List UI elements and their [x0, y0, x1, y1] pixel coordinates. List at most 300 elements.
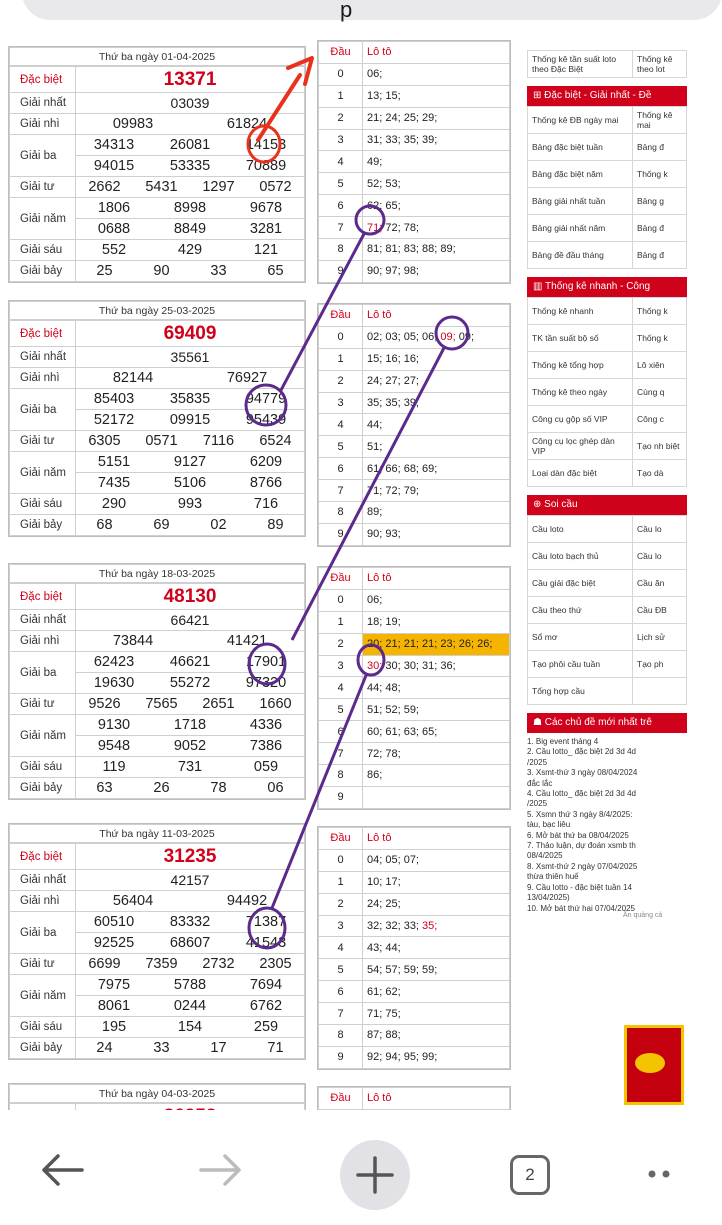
prize-number: 2662 — [88, 179, 121, 195]
prize-numbers — [76, 473, 305, 494]
sidebar-link[interactable]: Tạo nh biệt — [633, 433, 687, 460]
prize-numbers — [76, 368, 305, 389]
loto-head-digit: 7 — [319, 480, 363, 502]
loto-values: 31; 33; 35; 39; — [363, 129, 510, 151]
loto-values — [363, 786, 510, 808]
loto-table — [317, 566, 511, 810]
prize-number: 7975 — [97, 977, 131, 993]
prize-number: 552 — [101, 242, 127, 258]
prize-number: 119 — [102, 759, 126, 775]
prize-number: 9678 — [249, 200, 283, 216]
loto-head-digit: 4 — [319, 677, 363, 699]
loto-values: 87; 88; — [363, 1025, 510, 1047]
sidebar-link[interactable]: Sổ mơ — [528, 624, 633, 651]
label-third: Giải ba — [10, 389, 76, 431]
prize-number: 8998 — [173, 200, 207, 216]
prize-number: 993 — [177, 496, 203, 512]
topic-item[interactable]: 2. Cầu lotto_ đặc biệt 2d 3d 4d — [527, 747, 636, 757]
prize-number: 259 — [253, 1019, 279, 1035]
forward-arrow-icon[interactable] — [195, 1150, 245, 1190]
prize-number: 56404 — [112, 893, 154, 909]
prize-number: 78 — [210, 780, 227, 796]
result-table — [8, 46, 306, 283]
result-table — [8, 823, 306, 1060]
loto-values: 06; — [363, 63, 510, 85]
prize-number: 69 — [153, 517, 170, 533]
tab-switcher-button[interactable]: 2 — [510, 1155, 550, 1195]
loto-table — [317, 303, 511, 547]
first-prize: 66421 — [76, 610, 305, 631]
prize-number: 62423 — [93, 654, 135, 670]
loto-values: 60; 61; 63; 65; — [363, 721, 510, 743]
sidebar-link[interactable]: Thống k — [633, 161, 687, 188]
first-prize: 35561 — [76, 347, 305, 368]
prize-number: 0572 — [259, 179, 292, 195]
prize-number: 19630 — [93, 675, 135, 691]
prize-number: 5788 — [173, 977, 207, 993]
loto-values: 61; 62; — [363, 981, 510, 1003]
prize-numbers — [76, 715, 305, 736]
prize-numbers — [76, 673, 305, 694]
topic-item[interactable]: 8. Xsmt-thứ 2 ngày 07/04/2025 — [527, 861, 638, 871]
new-tab-button[interactable] — [340, 1140, 410, 1210]
prize-numbers — [76, 177, 305, 198]
label-special: Đặc biệt — [10, 844, 76, 870]
prize-number: 7116 — [202, 433, 235, 449]
sidebar-link[interactable]: Thống kê ĐB ngày mai — [528, 107, 633, 134]
prize-number: 35835 — [169, 391, 211, 407]
prize-number: 46621 — [169, 654, 211, 670]
section-title: Soi cầu — [544, 499, 578, 510]
loto-table — [317, 826, 511, 1070]
topic-item[interactable]: 5. Xsmn thứ 3 ngày 8/4/2025: — [527, 809, 633, 819]
loto-head-digit: 5 — [319, 959, 363, 981]
sidebar-link[interactable]: Thống kê tần suất loto theo Đặc Biệt — [528, 51, 633, 78]
ad-banner[interactable] — [624, 1025, 684, 1105]
loto-values: 44; 48; — [363, 677, 510, 699]
prize-number: 9526 — [88, 696, 121, 712]
loto-head-digit: 6 — [319, 195, 363, 217]
topic-item[interactable]: 6. Mở bát thứ ba 08/04/2025 — [527, 830, 629, 840]
prize-number: 85403 — [93, 391, 135, 407]
section-title: Các chủ đề mới nhất trê — [544, 717, 652, 728]
sidebar-link[interactable]: Cầu giải đặc biệt — [528, 570, 633, 597]
prize-number: 53335 — [169, 158, 211, 174]
loto-head-dau: Đầu — [319, 1088, 363, 1110]
loto-head-digit: 4 — [319, 151, 363, 173]
prize-numbers — [76, 1017, 305, 1038]
loto-head-digit: 5 — [319, 699, 363, 721]
topic-item[interactable]: 13/04/2025) — [527, 893, 570, 903]
prize-number: 1297 — [202, 179, 235, 195]
prize-number: 89 — [267, 517, 284, 533]
loto-values: 04; 05; 07; — [363, 849, 510, 871]
sidebar-link[interactable]: Cầu lo — [633, 516, 687, 543]
prize-number: 9052 — [173, 738, 207, 754]
prize-number: 26 — [153, 780, 170, 796]
loto-values: 18; 19; — [363, 611, 510, 633]
label-first: Giải nhất — [10, 870, 76, 891]
prize-numbers — [76, 156, 305, 177]
prize-number: 60510 — [93, 914, 135, 930]
prize-numbers — [76, 410, 305, 431]
prize-numbers — [76, 389, 305, 410]
loto-values: 92; 94; 95; 99; — [363, 1046, 510, 1068]
sidebar-link[interactable]: Lô xiên — [633, 352, 687, 379]
special-prize: 48130 — [76, 584, 305, 610]
label-first: Giải nhất — [10, 347, 76, 368]
sidebar-link[interactable]: Cầu theo thứ — [528, 597, 633, 624]
loto-values: 81; 81; 83; 88; 89; — [363, 239, 510, 261]
loto-values: 35; 35; 39; — [363, 392, 510, 414]
topic-item[interactable]: /2025 — [527, 757, 548, 767]
topic-item[interactable]: 7. Thảo luận, dự đoán xsmb th — [527, 841, 636, 851]
loto-head-digit: 2 — [319, 893, 363, 915]
loto-head-digit: 1 — [319, 871, 363, 893]
loto-head-digit: 1 — [319, 611, 363, 633]
result-date: Thứ ba ngày 25-03-2025 — [9, 301, 305, 320]
topic-item[interactable]: 1. Big event tháng 4 — [527, 737, 599, 746]
prize-numbers — [76, 261, 305, 282]
label-fourth: Giải tư — [10, 954, 76, 975]
loto-head-digit: 2 — [319, 370, 363, 392]
sidebar-link[interactable] — [633, 678, 687, 705]
prize-number: 7359 — [145, 956, 178, 972]
loto-head-digit: 7 — [319, 217, 363, 239]
loto-head-digit: 9 — [319, 523, 363, 545]
sidebar-link[interactable]: Thống kê tổng hợp — [528, 352, 633, 379]
label-sixth: Giải sáu — [10, 1017, 76, 1038]
more-menu-icon[interactable] — [646, 1168, 676, 1180]
sidebar-link[interactable]: Bảng đ — [633, 215, 687, 242]
prize-number: 02 — [210, 517, 227, 533]
prize-number: 0688 — [97, 221, 131, 237]
prize-numbers — [76, 431, 305, 452]
sidebar-link[interactable]: Thống kê nhanh — [528, 298, 633, 325]
prize-number: 6305 — [88, 433, 121, 449]
sidebar-link[interactable]: Thống kê theo lot — [633, 51, 687, 78]
topic-item[interactable]: 08/4/2025 — [527, 851, 563, 861]
sidebar-link[interactable]: Bảng đ — [633, 134, 687, 161]
result-date: Thứ ba ngày 01-04-2025 — [9, 47, 305, 66]
label-special: Đặc biệt — [10, 321, 76, 347]
loto-values: 32; 32; 33; 35; — [363, 915, 510, 937]
prize-number: 9127 — [173, 454, 207, 470]
sidebar-section-2: ▥ Thống kê nhanh - Công — [527, 277, 687, 297]
loto-values: 51; — [363, 436, 510, 458]
loto-values: 62; 65; — [363, 195, 510, 217]
loto-head-digit: 8 — [319, 765, 363, 787]
loto-head-digit: 1 — [319, 85, 363, 107]
prize-number: 290 — [101, 496, 127, 512]
prize-numbers — [76, 198, 305, 219]
sidebar-link[interactable]: Cầu ĐB — [633, 597, 687, 624]
label-special: Đặc biệt — [10, 67, 76, 93]
loto-values: 24; 27; 27; — [363, 370, 510, 392]
prize-number: 8766 — [249, 475, 283, 491]
prize-number: 1806 — [97, 200, 131, 216]
prize-number: 5151 — [97, 454, 131, 470]
topic-item[interactable]: 3. Xsmt-thứ 3 ngày 08/04/2024 — [527, 768, 638, 778]
loto-head-digit: 8 — [319, 239, 363, 261]
result-date: Thứ ba ngày 04-03-2025 — [9, 1084, 305, 1103]
prize-number: 1718 — [173, 717, 207, 733]
prize-number: 34313 — [93, 137, 135, 153]
loto-table — [317, 40, 511, 284]
loto-head-digit: 5 — [319, 173, 363, 195]
special-prize: 13371 — [76, 67, 305, 93]
loto-values: 49; — [363, 151, 510, 173]
label-third: Giải ba — [10, 912, 76, 954]
loto-values: 52; 53; — [363, 173, 510, 195]
prize-number: 121 — [253, 242, 279, 258]
prize-numbers — [76, 954, 305, 975]
loto-values: 86; — [363, 765, 510, 787]
prize-number: 6762 — [249, 998, 283, 1014]
loto-head-dau: Đầu — [319, 42, 363, 64]
prize-numbers — [76, 219, 305, 240]
loto-values: 72; 78; — [363, 743, 510, 765]
prize-number: 3281 — [249, 221, 283, 237]
loto-values: 71; 72; 79; — [363, 480, 510, 502]
prize-number: 95439 — [245, 412, 287, 428]
loto-values: 90; 93; — [363, 523, 510, 545]
prize-number: 0571 — [145, 433, 178, 449]
topic-item[interactable]: tàu, bạc liêu — [527, 820, 571, 830]
loto-head-dau: Đầu — [319, 305, 363, 327]
loto-head-loto: Lô tô — [363, 828, 510, 850]
loto-head-digit: 0 — [319, 589, 363, 611]
prize-number: 68 — [96, 517, 113, 533]
sidebar-link[interactable]: Công cụ gộp số VIP — [528, 406, 633, 433]
sidebar-section-1: ⊞ Đặc biệt - Giải nhất - Đề — [527, 86, 687, 106]
sidebar-link[interactable]: Loại dàn đặc biệt — [528, 460, 633, 487]
loto-values: 71; 72; 78; — [363, 217, 510, 239]
prize-numbers — [76, 631, 305, 652]
label-third: Giải ba — [10, 135, 76, 177]
loto-head-loto: Lô tô — [363, 568, 510, 590]
sidebar-link[interactable]: Bảng giải nhất năm — [528, 215, 633, 242]
sidebar-link[interactable]: Cầu lo — [633, 543, 687, 570]
prize-number: 14153 — [245, 137, 287, 153]
prize-numbers — [76, 757, 305, 778]
prize-number: 0244 — [173, 998, 207, 1014]
address-bar[interactable] — [22, 0, 722, 20]
loto-values: 06; — [363, 589, 510, 611]
label-second: Giải nhì — [10, 891, 76, 912]
sidebar-link[interactable]: Bảng giải nhất tuần — [528, 188, 633, 215]
ad-logo-icon — [635, 1053, 665, 1073]
sidebar-link[interactable]: Tạo phôi cầu tuần — [528, 651, 633, 678]
sidebar-link[interactable]: TK tần suất bộ số — [528, 325, 633, 352]
loto-values: 20; 21; 21; 21; 23; 26; 26; — [363, 633, 510, 655]
prize-number: 76927 — [226, 370, 268, 386]
label-sixth: Giải sáu — [10, 240, 76, 261]
prize-number: 7565 — [145, 696, 178, 712]
special-prize: 31235 — [76, 844, 305, 870]
result-date: Thứ ba ngày 18-03-2025 — [9, 564, 305, 583]
prize-number: 83332 — [169, 914, 211, 930]
prize-numbers — [76, 996, 305, 1017]
prize-number: 71 — [267, 1040, 284, 1056]
prize-number: 41421 — [226, 633, 268, 649]
loto-head-digit: 6 — [319, 458, 363, 480]
prize-numbers — [76, 114, 305, 135]
sidebar-link[interactable]: Tạo dà — [633, 460, 687, 487]
sidebar-link[interactable]: Công c — [633, 406, 687, 433]
loto-head-digit: 3 — [319, 915, 363, 937]
loto-head-digit: 6 — [319, 721, 363, 743]
label-fifth: Giải năm — [10, 715, 76, 757]
loto-head-digit: 9 — [319, 1046, 363, 1068]
prize-number: 17901 — [245, 654, 287, 670]
back-arrow-icon[interactable] — [38, 1150, 88, 1190]
first-prize: 42157 — [76, 870, 305, 891]
loto-values: 71; 75; — [363, 1003, 510, 1025]
prize-number: 8849 — [173, 221, 207, 237]
loto-values: 44; — [363, 414, 510, 436]
prize-numbers — [76, 1038, 305, 1059]
prize-numbers — [76, 778, 305, 799]
sidebar-table-1 — [527, 106, 687, 269]
prize-number: 9130 — [97, 717, 131, 733]
sidebar-link[interactable]: Cầu ăn — [633, 570, 687, 597]
prize-number: 33 — [210, 263, 227, 279]
sidebar-link[interactable]: Bảng g — [633, 188, 687, 215]
loto-values: 15; 16; 16; — [363, 348, 510, 370]
sidebar-link[interactable]: Bảng đặc biệt tuần — [528, 134, 633, 161]
prize-numbers — [76, 494, 305, 515]
sidebar-link[interactable]: Lịch sử — [633, 624, 687, 651]
prize-numbers — [76, 694, 305, 715]
sidebar-link[interactable]: Thống k — [633, 325, 687, 352]
loto-head-dau: Đầu — [319, 828, 363, 850]
ad-note: Ẩn quảng cá — [623, 911, 663, 919]
prize-number: 94015 — [93, 158, 135, 174]
label-second: Giải nhì — [10, 631, 76, 652]
loto-head-digit: 8 — [319, 1025, 363, 1047]
label-second: Giải nhì — [10, 114, 76, 135]
topic-list — [527, 733, 687, 914]
prize-number: 71387 — [245, 914, 287, 930]
loto-values: 54; 57; 59; 59; — [363, 959, 510, 981]
loto-head-loto: Lô tô — [363, 305, 510, 327]
prize-number: 154 — [177, 1019, 203, 1035]
loto-values: 90; 97; 98; — [363, 260, 510, 282]
prize-numbers — [76, 515, 305, 536]
sidebar-link[interactable]: Cầu loto bạch thủ — [528, 543, 633, 570]
prize-numbers — [76, 933, 305, 954]
loto-head-digit: 0 — [319, 326, 363, 348]
loto-head-digit: 3 — [319, 655, 363, 677]
label-seventh: Giải bảy — [10, 261, 76, 282]
prize-number: 7694 — [249, 977, 283, 993]
loto-head-digit: 0 — [319, 849, 363, 871]
loto-head-digit: 3 — [319, 392, 363, 414]
topic-item[interactable]: thừa thiên huế — [527, 872, 579, 882]
loto-head-digit: 5 — [319, 436, 363, 458]
prize-number: 4336 — [249, 717, 283, 733]
plus-icon — [340, 1140, 410, 1210]
label-fourth: Giải tư — [10, 431, 76, 452]
sidebar-link[interactable]: Thống k — [633, 298, 687, 325]
sidebar-link[interactable]: Bảng đề đầu tháng — [528, 242, 633, 269]
prize-number: 716 — [253, 496, 279, 512]
loto-head-digit: 2 — [319, 107, 363, 129]
loto-head-digit: 7 — [319, 743, 363, 765]
prize-number: 09915 — [169, 412, 211, 428]
loto-head-digit: 4 — [319, 937, 363, 959]
loto-head-digit: 7 — [319, 1003, 363, 1025]
prize-number: 17 — [210, 1040, 227, 1056]
sidebar-table-3 — [527, 515, 687, 705]
prize-number: 90 — [153, 263, 170, 279]
topic-item[interactable]: /2025 — [527, 799, 548, 809]
label-fourth: Giải tư — [10, 177, 76, 198]
prize-numbers — [76, 736, 305, 757]
prize-number: 09983 — [112, 116, 154, 132]
sidebar-link[interactable]: Thống kê mai — [633, 107, 687, 134]
loto-head-digit: 6 — [319, 981, 363, 1003]
topic-item[interactable]: 4. Cầu lotto_ đặc biệt 2d 3d 4d — [527, 789, 636, 799]
loto-head-digit: 4 — [319, 414, 363, 436]
prize-number: 25 — [96, 263, 113, 279]
loto-head-digit: 2 — [319, 633, 363, 655]
prize-number: 06 — [267, 780, 284, 796]
topic-item[interactable]: đắc lắc — [527, 778, 553, 788]
prize-number: 195 — [101, 1019, 127, 1035]
label-first: Giải nhất — [10, 93, 76, 114]
sidebar-link[interactable]: Bảng đ — [633, 242, 687, 269]
prize-numbers — [76, 912, 305, 933]
address-text: p — [340, 0, 353, 22]
prize-number: 63 — [96, 780, 113, 796]
sidebar-link[interactable]: Cùng q — [633, 379, 687, 406]
sidebar-link[interactable]: Thống kê theo ngày — [528, 379, 633, 406]
section-title: Đặc biệt - Giải nhất - Đề — [544, 90, 652, 101]
prize-number: 8061 — [97, 998, 131, 1014]
prize-number: 82144 — [112, 370, 154, 386]
label-fifth: Giải năm — [10, 198, 76, 240]
sidebar-top-table — [527, 50, 687, 78]
prize-number: 94779 — [245, 391, 287, 407]
loto-values: 13; 15; — [363, 85, 510, 107]
loto-head-digit: 8 — [319, 502, 363, 524]
loto-head-loto: Lô tô — [363, 1088, 510, 1110]
prize-numbers — [76, 891, 305, 912]
sidebar-link[interactable]: Công cụ lọc ghép dàn VIP — [528, 433, 633, 460]
sidebar-link[interactable]: Tổng hợp cầu — [528, 678, 633, 705]
topic-item[interactable]: 9. Cầu lotto - đặc biệt tuần 14 — [527, 882, 632, 892]
topic-item[interactable]: 10. Mở bát thứ hai 07/04/2025 — [527, 903, 636, 913]
right-sidebar — [527, 50, 687, 919]
label-seventh: Giải bảy — [10, 1038, 76, 1059]
prize-number: 1660 — [259, 696, 292, 712]
prize-number: 7435 — [97, 475, 131, 491]
loto-head-digit: 0 — [319, 63, 363, 85]
sidebar-link[interactable]: Bảng đặc biệt năm — [528, 161, 633, 188]
label-second: Giải nhì — [10, 368, 76, 389]
sidebar-link[interactable]: Tạo ph — [633, 651, 687, 678]
prize-number: 2732 — [202, 956, 235, 972]
loto-values: 30; 30; 30; 31; 36; — [363, 655, 510, 677]
prize-numbers — [76, 135, 305, 156]
label-sixth: Giải sáu — [10, 494, 76, 515]
result-table — [8, 300, 306, 537]
prize-number: 059 — [253, 759, 279, 775]
sidebar-link[interactable]: Cầu loto — [528, 516, 633, 543]
prize-number: 2651 — [202, 696, 235, 712]
